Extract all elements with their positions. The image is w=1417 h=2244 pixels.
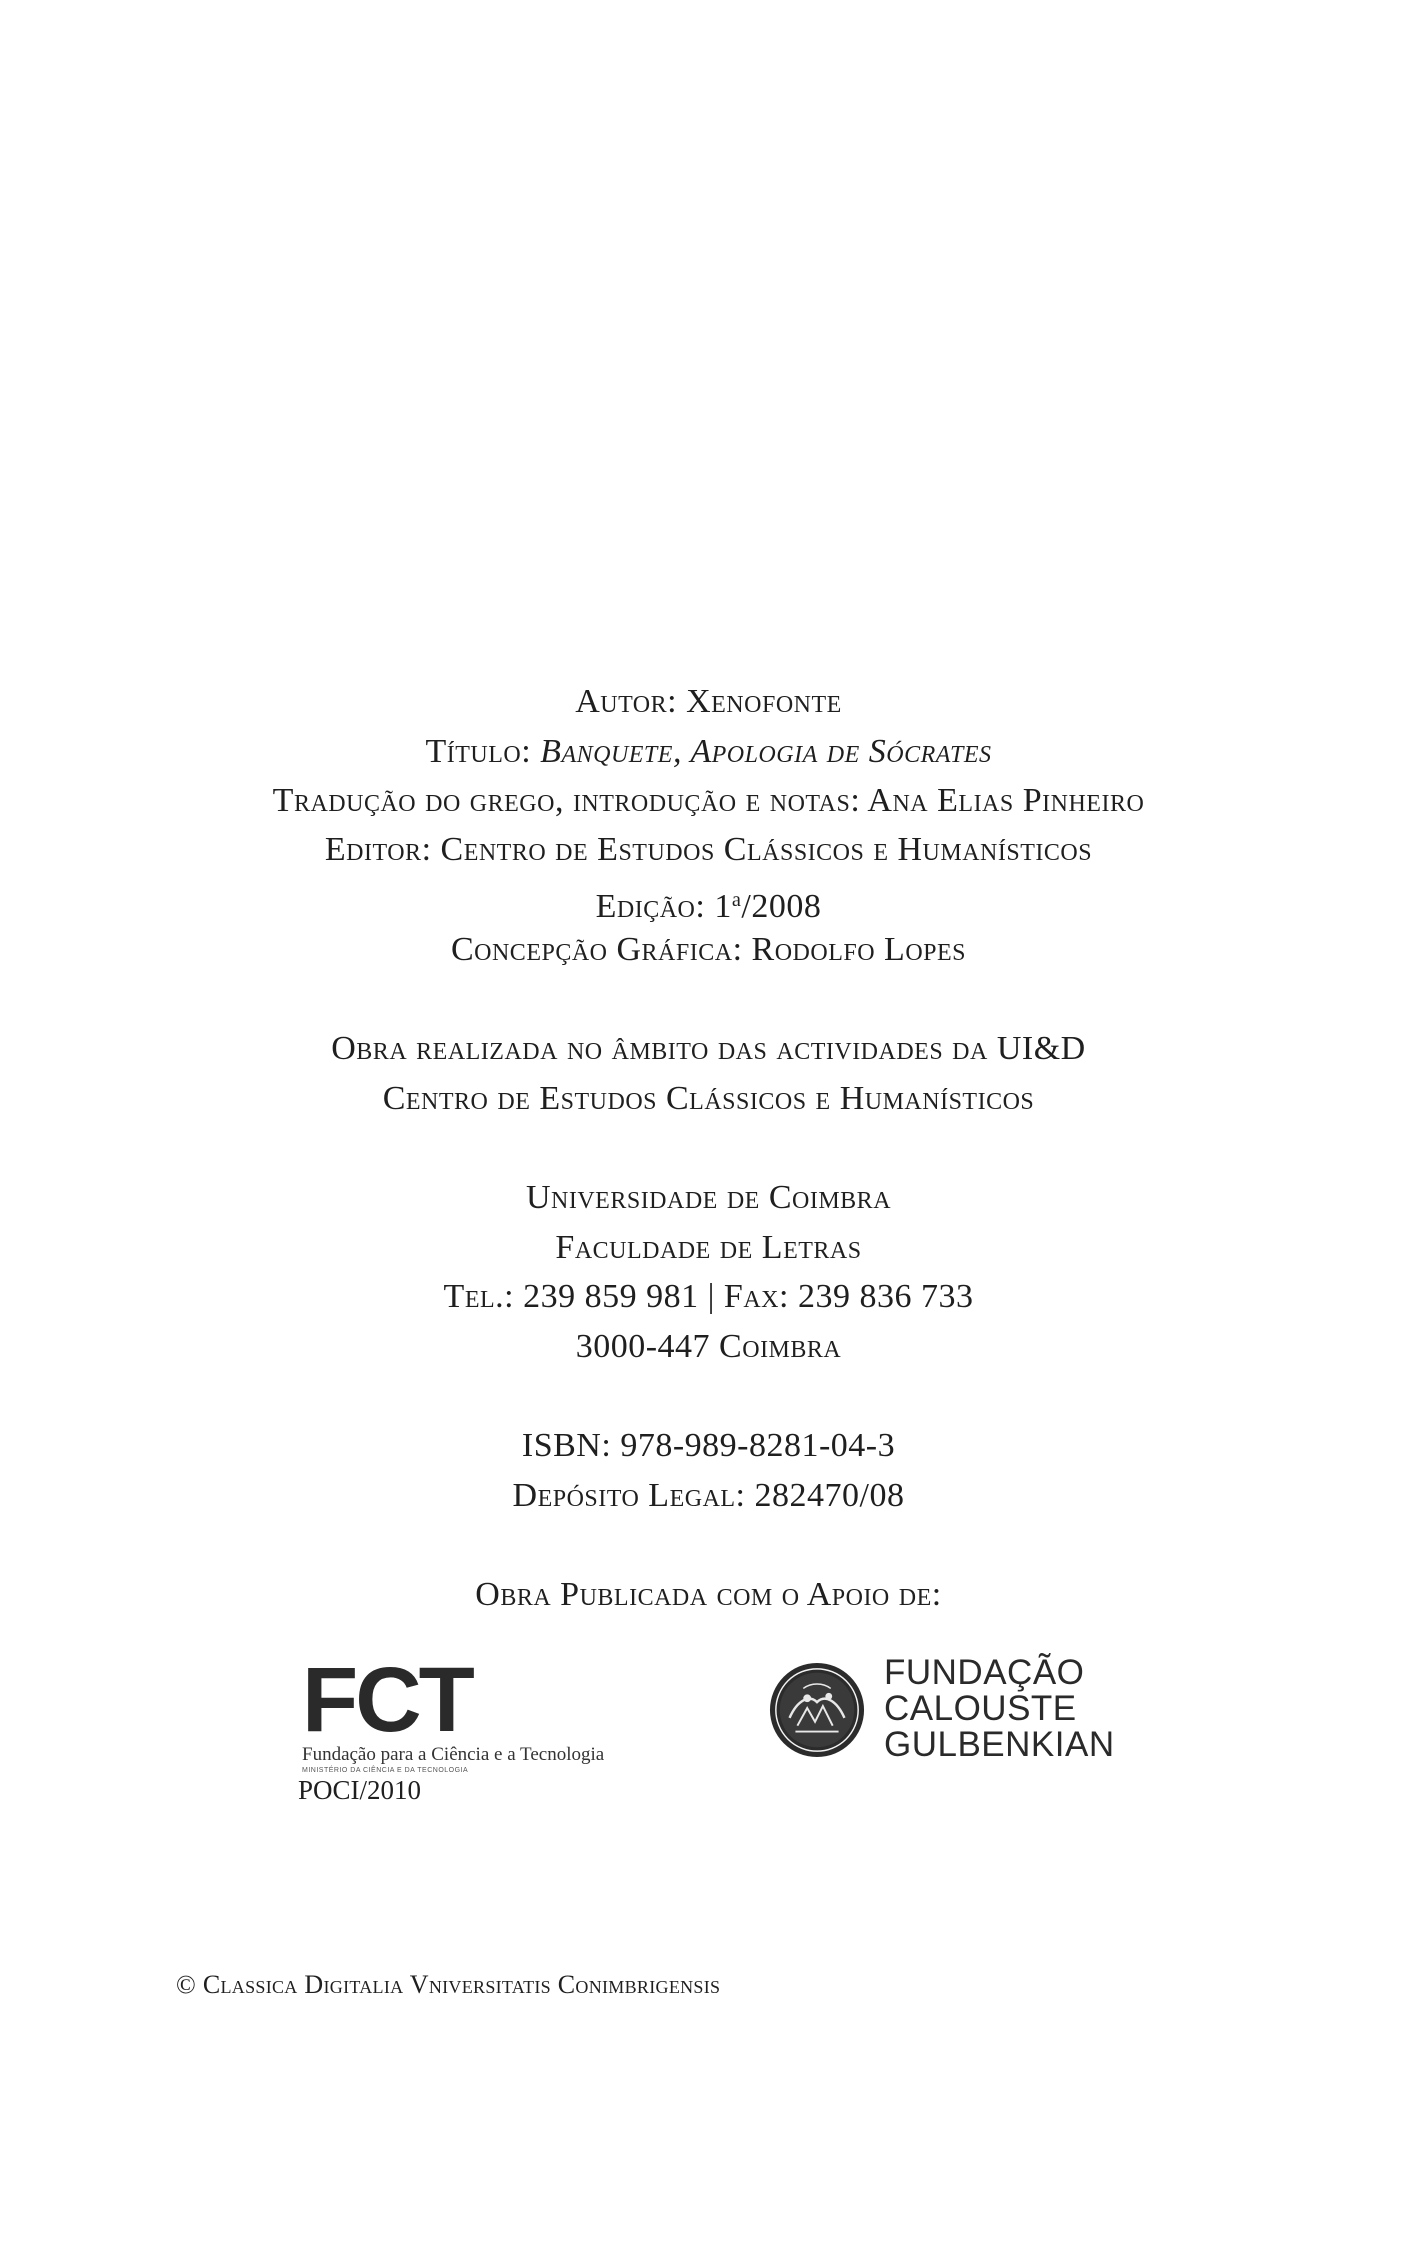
gulbenkian-line-2: CALOUSTE — [884, 1689, 1077, 1728]
gulbenkian-seal-icon — [768, 1661, 866, 1759]
translation-value: Ana Elias Pinheiro — [867, 782, 1145, 819]
copyright-notice: © Classica Digitalia Vniversitatis Conimbrigensis — [176, 1970, 721, 1999]
university-line: Universidade de Coimbra — [525, 1179, 892, 1216]
isbn-value: 978-989-8281-04-3 — [620, 1427, 896, 1464]
design-value: Rodolfo Lopes — [751, 931, 967, 968]
title-line — [0, 732, 1417, 772]
fct-name: Fundação para a Ciência e a Tecnologia — [302, 1744, 605, 1765]
tel-value: 239 859 981 — [523, 1278, 699, 1315]
postal-line: 3000-447 Coimbra — [575, 1328, 842, 1365]
edition-number: 1 — [714, 888, 732, 926]
gulbenkian-line-1: FUNDAÇÃO — [884, 1653, 1085, 1692]
editor-line — [0, 830, 1417, 870]
project-line-1: Obra realizada no âmbito das actividades da UI&D — [331, 1030, 1086, 1067]
gulbenkian-logo — [768, 1655, 1128, 1765]
design-label: Concepção Gráfica: — [450, 931, 743, 968]
contact-line — [0, 1277, 1417, 1317]
edition-year: /2008 — [741, 888, 822, 926]
project-line-2: Centro de Estudos Clássicos e Humanísticos — [382, 1080, 1035, 1117]
faculty-line: Faculdade de Letras — [555, 1229, 862, 1266]
author-value: Xenofonte — [686, 683, 842, 720]
translation-line — [0, 781, 1417, 821]
gulbenkian-line-3: GULBENKIAN — [884, 1725, 1115, 1764]
edition-line — [0, 880, 1417, 927]
author-label: Autor: — [575, 683, 678, 720]
editor-value: Centro de Estudos Clássicos e Humanísticos — [440, 831, 1093, 868]
fct-ministry: MINISTÉRIO DA CIÊNCIA E DA TECNOLOGIA — [302, 1767, 469, 1774]
author-line — [0, 682, 1417, 722]
title-value: Banquete, Apologia de Sócrates — [540, 733, 992, 770]
tel-label: Tel.: — [443, 1278, 515, 1315]
editor-label: Editor: — [324, 831, 432, 868]
design-line — [0, 930, 1417, 970]
isbn-label: ISBN: — [521, 1427, 612, 1464]
fct-mark: FCT — [302, 1649, 472, 1751]
translation-label: Tradução do grego, introdução e notas: — [272, 782, 861, 819]
fct-logo — [302, 1649, 605, 1774]
isbn-line — [0, 1426, 1417, 1466]
legal-deposit-line — [0, 1476, 1417, 1516]
gulbenkian-name — [884, 1655, 1115, 1763]
fax-label: Fax: — [723, 1278, 789, 1315]
legal-deposit-value: 282470/08 — [754, 1477, 905, 1514]
legal-deposit-label: Depósito Legal: — [512, 1477, 746, 1514]
poci-label: POCI/2010 — [298, 1775, 422, 1805]
title-label: Título: — [425, 733, 532, 770]
support-heading: Obra Publicada com o Apoio de: — [475, 1576, 942, 1613]
edition-label: Edição: — [595, 888, 706, 926]
fax-value: 239 836 733 — [797, 1278, 974, 1315]
contact-separator: | — [707, 1278, 715, 1315]
edition-ordinal: a — [731, 889, 742, 911]
